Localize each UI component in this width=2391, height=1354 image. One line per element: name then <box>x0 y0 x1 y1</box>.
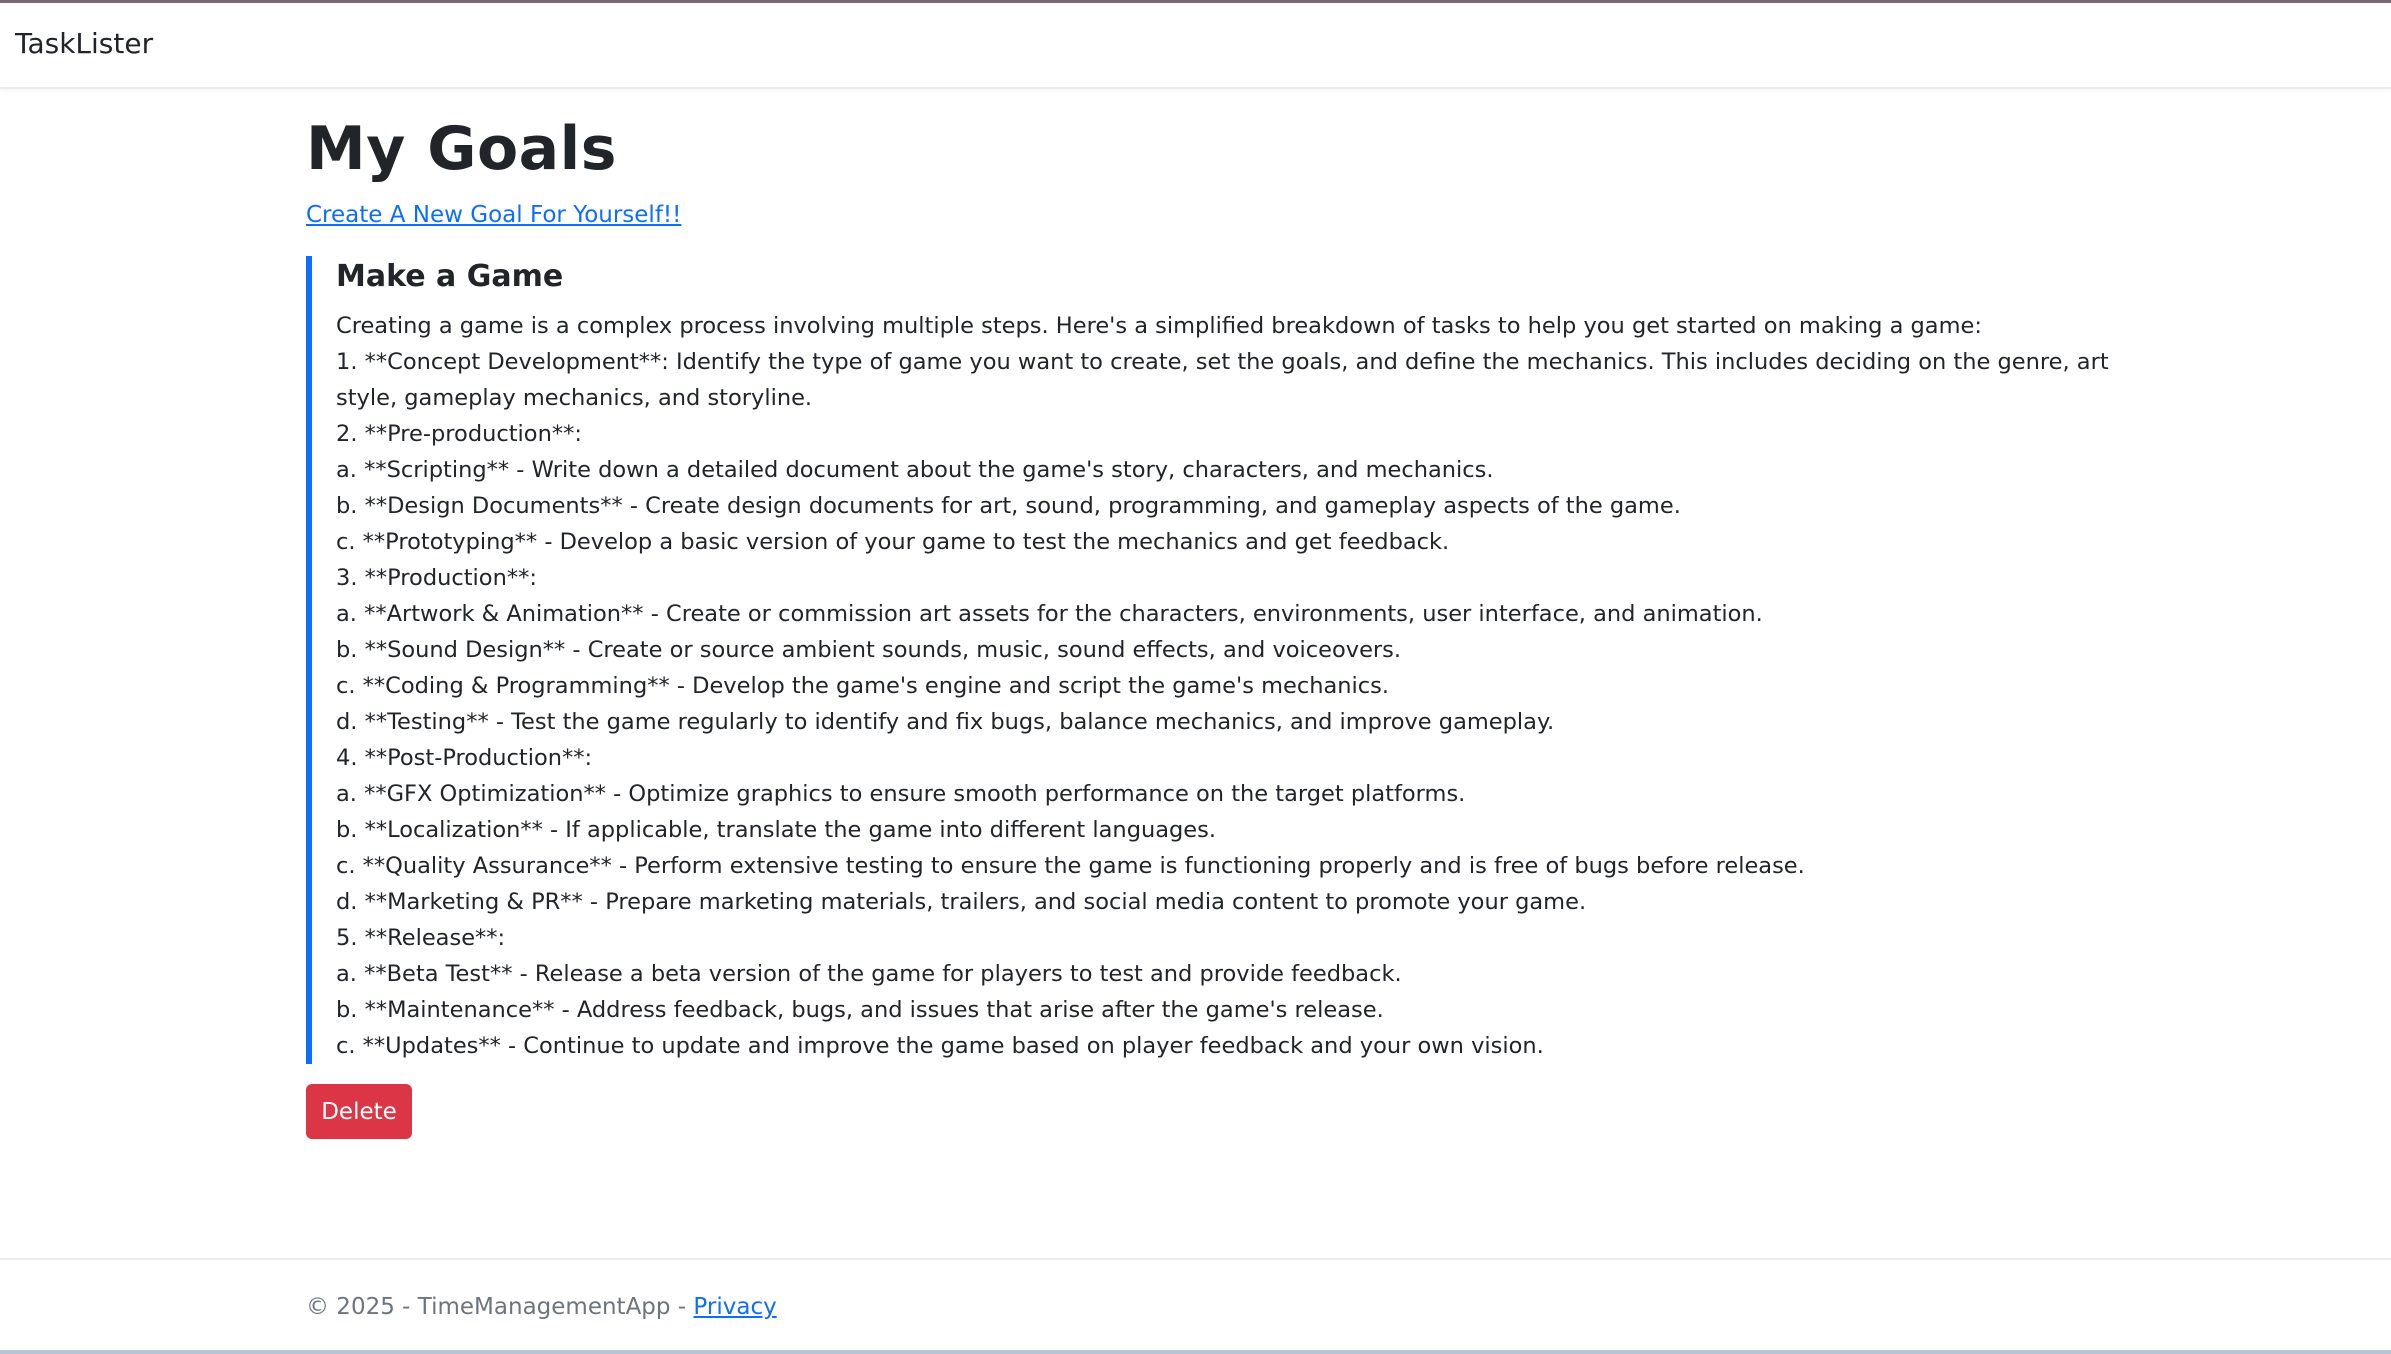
goal-line: 3. **Production**: <box>336 565 537 591</box>
privacy-link[interactable]: Privacy <box>693 1294 777 1320</box>
navbar-brand[interactable]: TaskLister <box>15 27 154 60</box>
goal-title: Make a Game <box>336 259 564 294</box>
goal-line: a. **Artwork & Animation** - Create or commission art assets for the characters, environments, user interface, and animation. <box>336 601 1763 627</box>
goal-line: b. **Design Documents** - Create design documents for art, sound, programming, and gameplay aspects of the game. <box>336 493 1681 519</box>
goal-card <box>306 256 2166 1064</box>
goal-line: b. **Localization** - If applicable, translate the game into different languages. <box>336 817 1217 843</box>
window-bottom-border <box>0 1350 2391 1354</box>
page-title: My Goals <box>306 114 617 184</box>
goal-line: a. **Scripting** - Write down a detailed document about the game's story, characters, and mechanics. <box>336 457 1494 483</box>
goal-line: c. **Coding & Programming** - Develop the game's engine and script the game's mechanics. <box>336 673 1390 699</box>
footer <box>0 1258 2391 1350</box>
goal-line: d. **Marketing & PR** - Prepare marketing materials, trailers, and social media content to promote your game. <box>336 889 1587 915</box>
create-goal-link[interactable]: Create A New Goal For Yourself!! <box>306 202 682 228</box>
goal-line: d. **Testing** - Test the game regularly to identify and fix bugs, balance mechanics, and improve gameplay. <box>336 709 1555 735</box>
footer-copyright: © 2025 - TimeManagementApp - <box>306 1294 694 1320</box>
goal-description <box>336 308 2166 1064</box>
goal-line: c. **Prototyping** - Develop a basic version of your game to test the mechanics and get feedback. <box>336 529 1450 555</box>
goal-line: Creating a game is a complex process involving multiple steps. Here's a simplified breakdown of tasks to help you get started on making a game: <box>336 313 1982 339</box>
goal-line: b. **Sound Design** - Create or source ambient sounds, music, sound effects, and voiceovers. <box>336 637 1402 663</box>
goal-line: c. **Quality Assurance** - Perform extensive testing to ensure the game is functioning properly and is free of bugs before release. <box>336 853 1805 879</box>
goal-line: b. **Maintenance** - Address feedback, bugs, and issues that arise after the game's release. <box>336 997 1384 1023</box>
goal-line: 4. **Post-Production**: <box>336 745 593 771</box>
delete-button[interactable]: Delete <box>306 1084 412 1139</box>
goal-line: a. **GFX Optimization** - Optimize graphics to ensure smooth performance on the target platforms. <box>336 781 1466 807</box>
goal-line: a. **Beta Test** - Release a beta version of the game for players to test and provide feedback. <box>336 961 1402 987</box>
footer-content <box>306 1294 777 1320</box>
goal-line: 2. **Pre-production**: <box>336 421 582 447</box>
navbar <box>0 3 2391 89</box>
goal-line: 1. **Concept Development**: Identify the type of game you want to create, set the goals, and define the mechanics. This includes deciding on the genre, art style, gameplay mechanics, and storyline. <box>336 349 2109 411</box>
goal-line: 5. **Release**: <box>336 925 506 951</box>
goal-line: c. **Updates** - Continue to update and improve the game based on player feedback and your own vision. <box>336 1033 1544 1059</box>
